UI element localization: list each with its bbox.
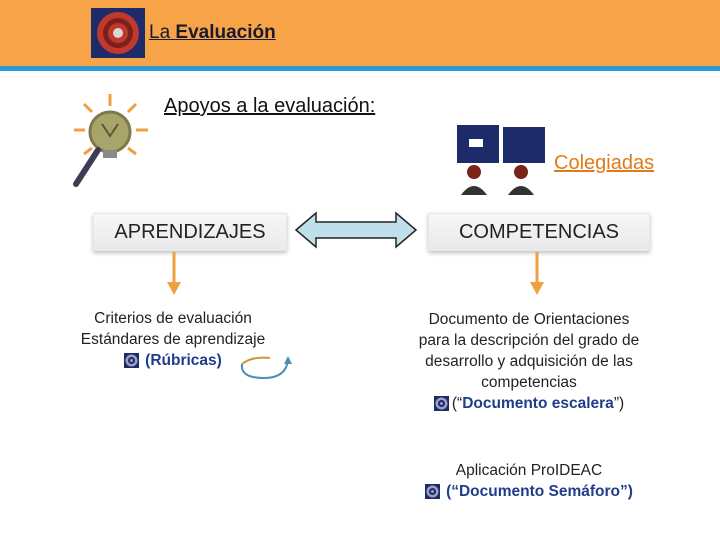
rubricas-link[interactable]: (Rúbricas): [145, 352, 222, 369]
doc-line-4: competencias: [481, 374, 577, 391]
semaforo-row: [388, 481, 670, 502]
aprendizajes-label: APRENDIZAJES: [114, 220, 266, 243]
target-icon: [434, 396, 449, 411]
header-divider: [0, 66, 720, 71]
lightbulb-magnifier-icon: [72, 92, 152, 190]
proideac-text: Aplicación ProIDEAC: [455, 462, 603, 479]
curved-arrow-icon: [236, 354, 294, 380]
down-arrow-icon: [527, 252, 547, 296]
doc-line-1: Documento de Orientaciones: [428, 311, 630, 328]
semaforo-link[interactable]: (“Documento Semáforo”): [446, 483, 633, 500]
doc-line-3: desarrollo y adquisición de las: [425, 353, 633, 370]
colegiadas-link[interactable]: Colegiadas: [554, 152, 655, 174]
competencias-details: [388, 309, 670, 414]
competencias-box: [428, 213, 650, 251]
apoyos-heading: Apoyos a la evaluación:: [164, 95, 376, 117]
criterios-text: Criterios de evaluación: [94, 310, 252, 327]
target-icon: [124, 353, 139, 368]
target-icon: [91, 8, 145, 58]
page-title: La Evaluación: [149, 22, 276, 43]
target-icon: [425, 484, 440, 499]
aprendizajes-box: [93, 213, 287, 251]
doc-line-2: para la descripción del grado de: [418, 332, 640, 349]
escalera-row: [388, 393, 670, 414]
competencias-label: COMPETENCIAS: [458, 220, 620, 243]
estandares-text: Estándares de aprendizaje: [80, 331, 266, 348]
escalera-link[interactable]: (“Documento escalera”): [451, 395, 625, 412]
proideac-details: [388, 460, 670, 502]
people-group-icon: [455, 125, 547, 195]
double-arrow-icon: [294, 211, 418, 249]
down-arrow-icon: [164, 252, 184, 296]
